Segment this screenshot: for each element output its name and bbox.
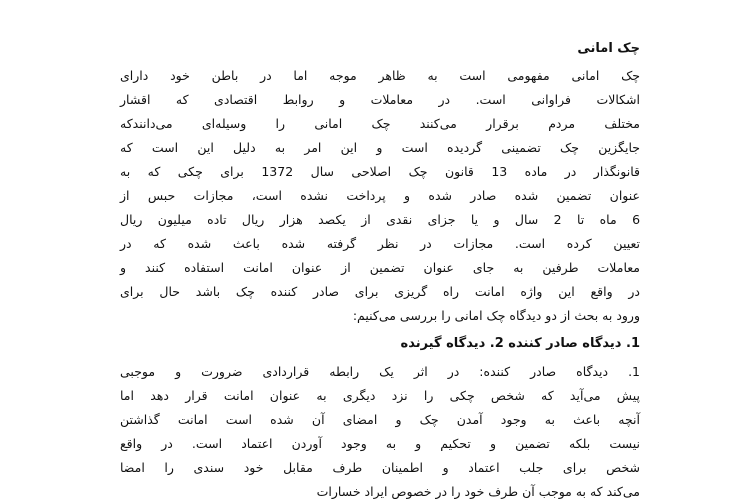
- paragraph-line: اشکالات فراوانی است. در معاملات و روابط اقتصادی که اقشار: [120, 92, 640, 107]
- paragraph-line: پیش می‌آید که شخص چکی را نزد دیگری به عنوان امانت قرار دهد اما: [120, 388, 640, 403]
- paragraph-line: مختلف مردم برقرار می‌کنند چک امانی را وسیله‌ای می‌دانندکه: [120, 116, 640, 131]
- paragraph-line: قانونگذار در ماده 13 قانون چک اصلاحی سال 1372 برای چکی که به: [120, 164, 640, 179]
- paragraph-line: عنوان تضمین شده صادر شده و پرداخت نشده است، مجازات حبس از: [120, 188, 640, 203]
- paragraph-line: چک امانی مفهومی است به ظاهر موجه اما در باطن خود دارای: [120, 68, 640, 83]
- paragraph-line: نیست بلکه تضمین و تحکیم و به وجود آوردن اعتماد است. در واقع: [120, 436, 640, 451]
- paragraph-line: آنچه باعث به وجود آمدن چک و امضای آن شده است امانت گذاشتن: [120, 412, 640, 427]
- paragraph-line: ورود به بحث از دو دیدگاه چک امانی را بررسی می‌کنیم:: [352, 308, 640, 323]
- issuer-perspective-paragraph: [120, 360, 640, 504]
- document-body: [120, 38, 640, 504]
- paragraph-line: 6 ماه تا 2 سال و یا جزای نقدی از یکصد هزار ریال تاده میلیون ریال: [120, 212, 641, 227]
- document-title: چک امانی: [577, 41, 640, 56]
- paragraph-line: در واقع این واژه امانت راه گریزی برای صادر کننده چک باشد حال برای: [120, 284, 640, 299]
- section-subheading: 1. دیدگاه صادر کننده 2. دیدگاه گیرنده: [400, 336, 640, 351]
- intro-paragraph: [120, 64, 640, 328]
- paragraph-line: شخص برای جلب اعتماد و اطمینان طرف مقابل خود سندی را امضا: [120, 460, 640, 475]
- paragraph-line: معاملات طرفین به جای عنوان تضمین از عنوان امانت استفاده کنند و: [120, 260, 640, 275]
- paragraph-line: 1. دیدگاه صادر کننده: در اثر یک رابطه قراردادی ضرورت و موجبی: [120, 364, 640, 379]
- paragraph-line: می‌کند که به موجب آن طرف خود را در خصوص ایراد خسارات: [316, 484, 640, 499]
- paragraph-line: تعیین کرده است. مجازات در نظر گرفته شده باعث شده که در: [120, 236, 640, 251]
- paragraph-line: جایگزین چک تضمینی گردیده است و این امر به دلیل این است که: [120, 140, 640, 155]
